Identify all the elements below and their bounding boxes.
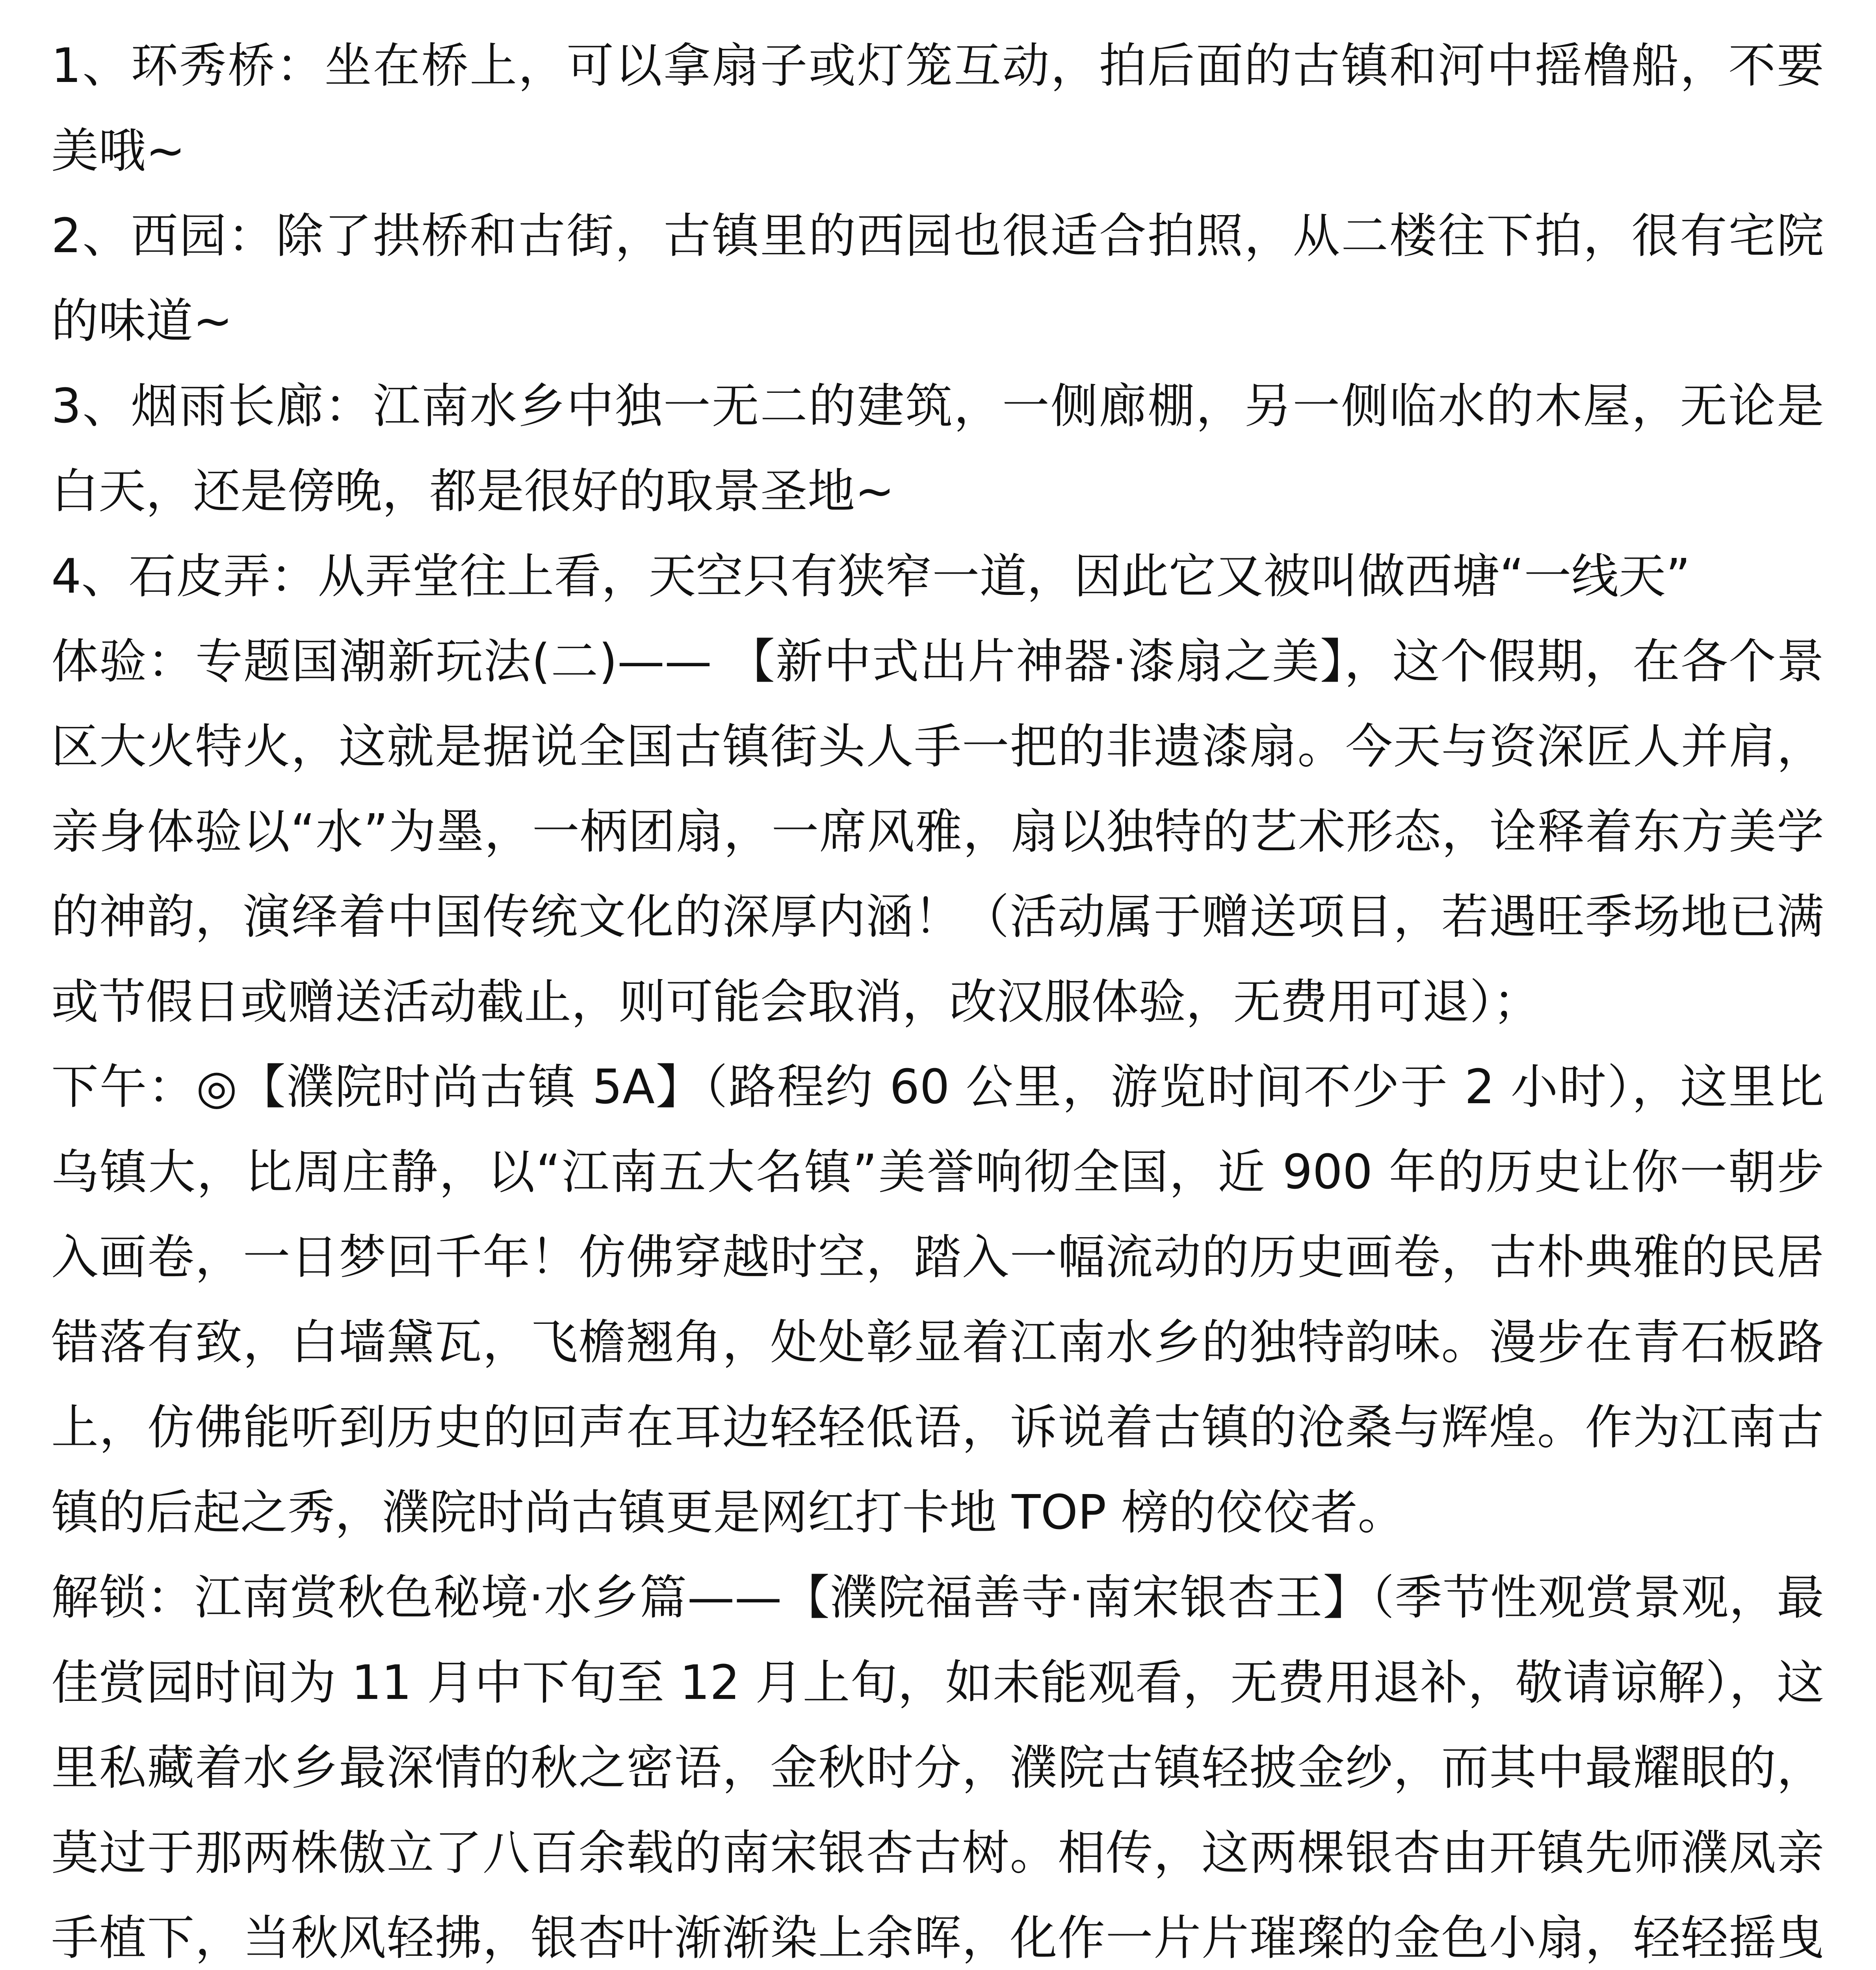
paragraph-lacquer-fan-experience: 体验：专题国潮新玩法(二)—— 【新中式出片神器·漆扇之美】，这个假期，在各个景区大火特火，这就是据说全国古镇街头人手一把的非遗漆扇。今天与资深匠人并肩，亲身体验以“水”为墨，一柄团扇，一席风雅，扇以独特的艺术形态，诠释着东方美学的神韵，演绎着中国传统文化的深厚内涵！（活动属于赠送项目，若遇旺季场地已满或节假日或赠送活动截止，则可能会取消，改汉服体验，无费用可退）； bbox=[51, 634, 1824, 1030]
paragraph-puyuan-ancient-town: 下午：◎【濮院时尚古镇 5A】（路程约 60 公里，游览时间不少于 2 小时），这里比乌镇大，比周庄静，以“江南五大名镇”美誉响彻全国，近 900 年的历史让你一朝步入画卷，一日梦回千年！仿佛穿越时空，踏入一幅流动的历史画卷，古朴典雅的民居错落有致，白墙黛瓦，飞檐翘角，处处彰显着江南水乡的独特韵味。漫步在青石板路上，仿佛能听到历史的回声在耳边轻轻低语，诉说着古镇的沧桑与辉煌。作为江南古镇的后起之秀，濮院时尚古镇更是网红打卡地 TOP 榜的佼佼者。 bbox=[51, 1060, 1824, 1540]
paragraph-misty-corridor: 3、烟雨长廊：江南水乡中独一无二的建筑，一侧廊棚，另一侧临水的木屋，无论是白天，还是傍晚，都是很好的取景圣地~ bbox=[51, 379, 1824, 519]
paragraph-shipi-alley: 4、石皮弄：从弄堂往上看，天空只有狭窄一道，因此它又被叫做西塘“一线天” bbox=[51, 549, 1690, 604]
document-body bbox=[51, 24, 1824, 1970]
paragraph-ginkgo-king: 解锁：江南赏秋色秘境·水乡篇——【濮院福善寺·南宋银杏王】（季节性观赏景观，最佳赏园时间为 11 月中下旬至 12 月上旬，如未能观看，无费用退补，敬请谅解），这里私藏着水乡最深情的秋之密语，金秋时分，濮院古镇轻披金纱，而其中最耀眼的，莫过于那两株傲立了八百余载的南宋银杏古树。相传，这两棵银杏由开镇先师濮凤亲手植下，当秋风轻拂，银杏叶渐渐染上余晖，化作一片片璀璨的金色小扇，轻轻摇曳 bbox=[51, 1570, 1824, 1966]
paragraph-huanxiu-bridge: 1、环秀桥：坐在桥上，可以拿扇子或灯笼互动，拍后面的古镇和河中摇橹船，不要美哦~ bbox=[51, 39, 1824, 178]
paragraph-west-garden: 2、西园：除了拱桥和古街，古镇里的西园也很适合拍照，从二楼往下拍，很有宅院的味道~ bbox=[51, 209, 1824, 349]
